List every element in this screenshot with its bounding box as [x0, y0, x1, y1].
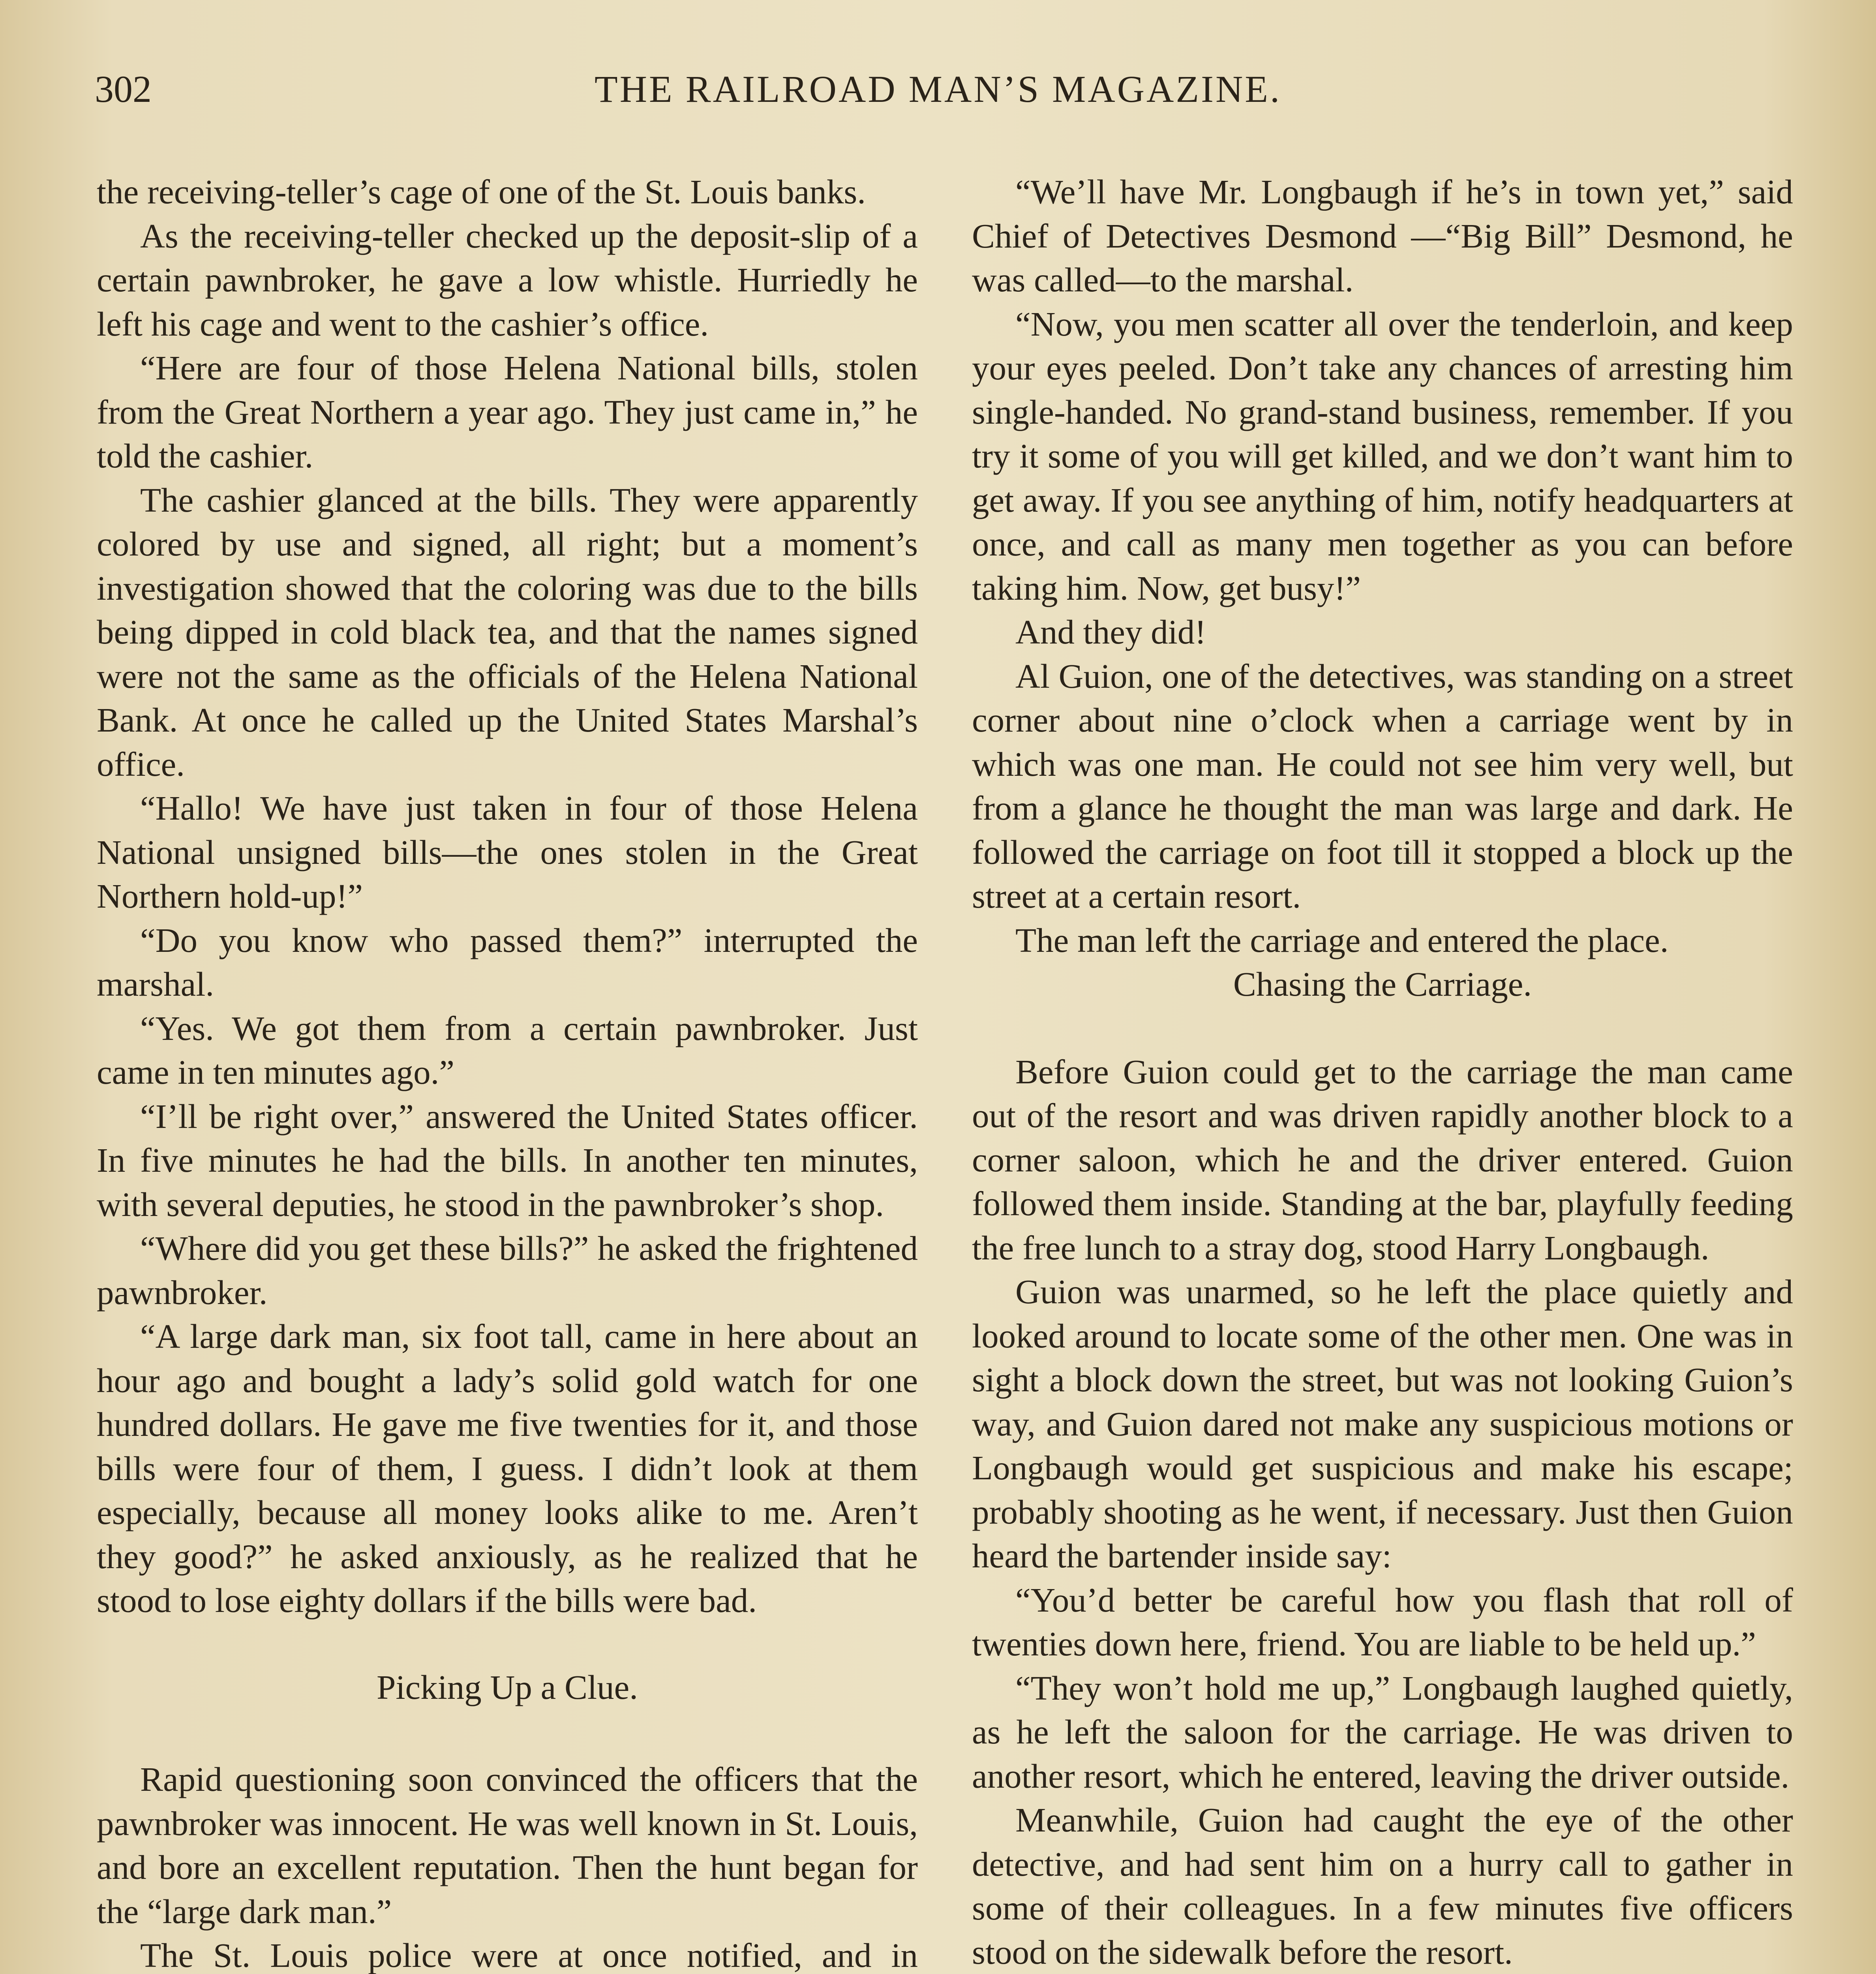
section-heading: Chasing the Carriage.: [1233, 965, 1532, 1003]
running-title: THE RAILROAD MAN’S MAGAZINE.: [595, 68, 1281, 110]
paragraph: The St. Louis police were at once notified, and in: [140, 1936, 918, 1974]
paragraph: “A large dark man, six foot tall, came in here about an hour ago and bought a lady’s solid gold watch for one hundred dollars. He gave me five twenties for it, and those bills were four of them, I guess. I didn’t look at them especially, because all money looks alike to me. Aren’t they good?” he asked anxiously, as he realized that he stood to lose eighty dollars if the bills were bad.: [97, 1317, 918, 1619]
paragraph: Before Guion could get to the carriage the man came out of the resort and was driven rapidly another block to a corner saloon, which he and the driver entered. Guion followed them inside. Standing at the bar, playfully feeding the free lunch to a stray dog, stood Harry Longbaugh.: [972, 1052, 1793, 1267]
paragraph: “I’ll be right over,” answered the United States officer. In five minutes he had the bills. In another ten minutes, with several deputies, he stood in the pawnbroker’s shop.: [97, 1097, 918, 1223]
paragraph: “They won’t hold me up,” Longbaugh laughed quietly, as he left the saloon for the carriage. He was driven to another resort, which he entered, leaving the driver outside.: [972, 1668, 1793, 1795]
paragraph: “Now, you men scatter all over the tenderloin, and keep your eyes peeled. Don’t take any chances of arresting him single-handed. No grand-stand business, remember. If you try it some of you will get killed, and we don’t want him to get away. If you see anything of him, notify headquarters at once, and call as many men together as you can before taking him. Now, get busy!”: [972, 304, 1793, 607]
paragraph: The cashier glanced at the bills. They were apparently colored by use and signed, all right; but a moment’s investigation showed that the coloring was due to the bills being dipped in cold black tea, and that the names signed were not the same as the officials of the Helena National Bank. At once he called up the United States Marshal’s office.: [97, 480, 918, 783]
paragraph: “Do you know who passed them?” interrupted the marshal.: [97, 921, 918, 1003]
paragraph: “Where did you get these bills?” he asked the frightened pawnbroker.: [97, 1229, 918, 1312]
right-column: [972, 170, 1793, 1974]
page-number: 302: [95, 68, 152, 110]
paragraph: “Yes. We got them from a certain pawnbroker. Just came in ten minutes ago.”: [97, 1009, 918, 1091]
section-heading: Picking Up a Clue.: [376, 1668, 638, 1706]
paragraph: the receiving-teller’s cage of one of the St. Louis banks.: [97, 173, 866, 211]
paragraph: Meanwhile, Guion had caught the eye of the other detective, and had sent him on a hurry call to gather in some of their colleagues. In a few minutes five officers stood on the sidewalk before the resort.: [972, 1801, 1793, 1971]
paragraph: “Hallo! We have just taken in four of those Helena National unsigned bills—the ones stolen in the Great Northern hold-up!”: [97, 789, 918, 915]
left-column: [97, 170, 918, 1974]
page-header: [95, 67, 1781, 122]
paragraph: And they did!: [1015, 613, 1206, 651]
paragraph: “Here are four of those Helena National bills, stolen from the Great Northern a year ago. They just came in,” he told the cashier.: [97, 349, 918, 475]
paragraph: Guion was unarmed, so he left the place quietly and looked around to locate some of the other men. One was in sight a block down the street, but was not looking Guion’s way, and Guion dared not make any suspicious motions or Longbaugh would get suspicious and make his escape; probably shooting as he went, if necessary. Just then Guion heard the bartender inside say:: [972, 1272, 1793, 1575]
paragraph: As the receiving-teller checked up the deposit-slip of a certain pawnbroker, he gave a low whistle. Hurriedly he left his cage and went to the cashier’s office.: [97, 216, 918, 343]
paragraph: Rapid questioning soon convinced the officers that the pawnbroker was innocent. He was well known in St. Louis, and bore an excellent reputation. Then the hunt began for the “large dark man.”: [97, 1760, 918, 1931]
paragraph: Al Guion, one of the detectives, was standing on a street corner about nine o’clock when a carriage went by in which was one man. He could not see him very well, but from a glance he thought the man was large and dark. He followed the carriage on foot till it stopped a block up the street at a certain resort.: [972, 657, 1793, 915]
paragraph: “We’ll have Mr. Longbaugh if he’s in town yet,” said Chief of Detectives Desmond —“Big Bill” Desmond, he was called—to the marshal.: [972, 173, 1793, 299]
paragraph: The man left the carriage and entered the place.: [1015, 921, 1669, 959]
paragraph: “You’d better be careful how you flash that roll of twenties down here, friend. You are liable to be held up.”: [972, 1580, 1793, 1663]
